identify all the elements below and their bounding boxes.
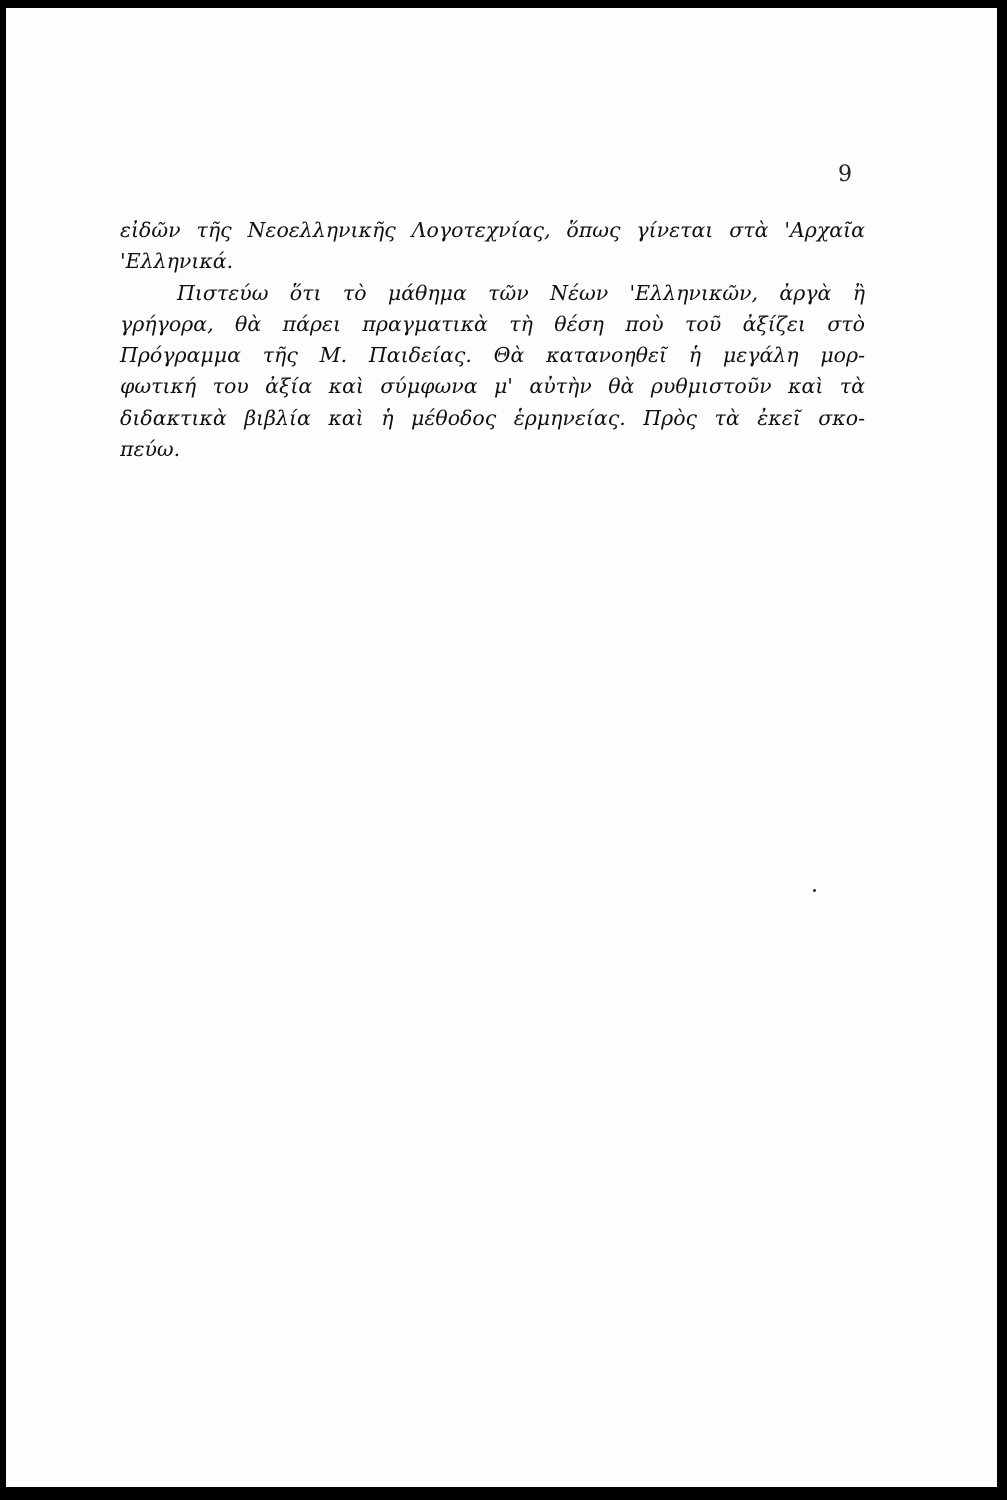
paper-speck bbox=[813, 889, 816, 892]
text-line: φωτική του ἀξία καὶ σύμφωνα μ' αὐτὴν θὰ ρυθμιστοῦν καὶ τὰ bbox=[120, 374, 865, 399]
text-line: 'Ελληνικά. bbox=[120, 249, 234, 274]
text-line: πεύω. bbox=[120, 437, 181, 462]
text-line: Πιστεύω ὅτι τὸ μάθημα τῶν Νέων 'Ελληνικῶν, ἀργὰ ἢ bbox=[177, 280, 865, 305]
page-number: 9 bbox=[838, 162, 852, 187]
body-text bbox=[120, 215, 865, 465]
paragraph-2 bbox=[120, 278, 865, 466]
text-line: γρήγορα, θὰ πάρει πραγματικὰ τὴ θέση ποὺ τοῦ ἀξίζει στὸ bbox=[120, 311, 865, 336]
text-line: Πρόγραμμα τῆς Μ. Παιδείας. Θὰ κατανοηθεῖ ἡ μεγάλη μορ- bbox=[120, 343, 865, 368]
text-line: εἰδῶν τῆς Νεοελληνικῆς Λογοτεχνίας, ὅπως γίνεται στὰ 'Αρχαῖα bbox=[120, 218, 865, 242]
paragraph-1 bbox=[120, 215, 865, 278]
text-line: διδακτικὰ βιβλία καὶ ἡ μέθοδος ἑρμηνείας. Πρὸς τὰ ἐκεῖ σκο- bbox=[120, 405, 865, 430]
